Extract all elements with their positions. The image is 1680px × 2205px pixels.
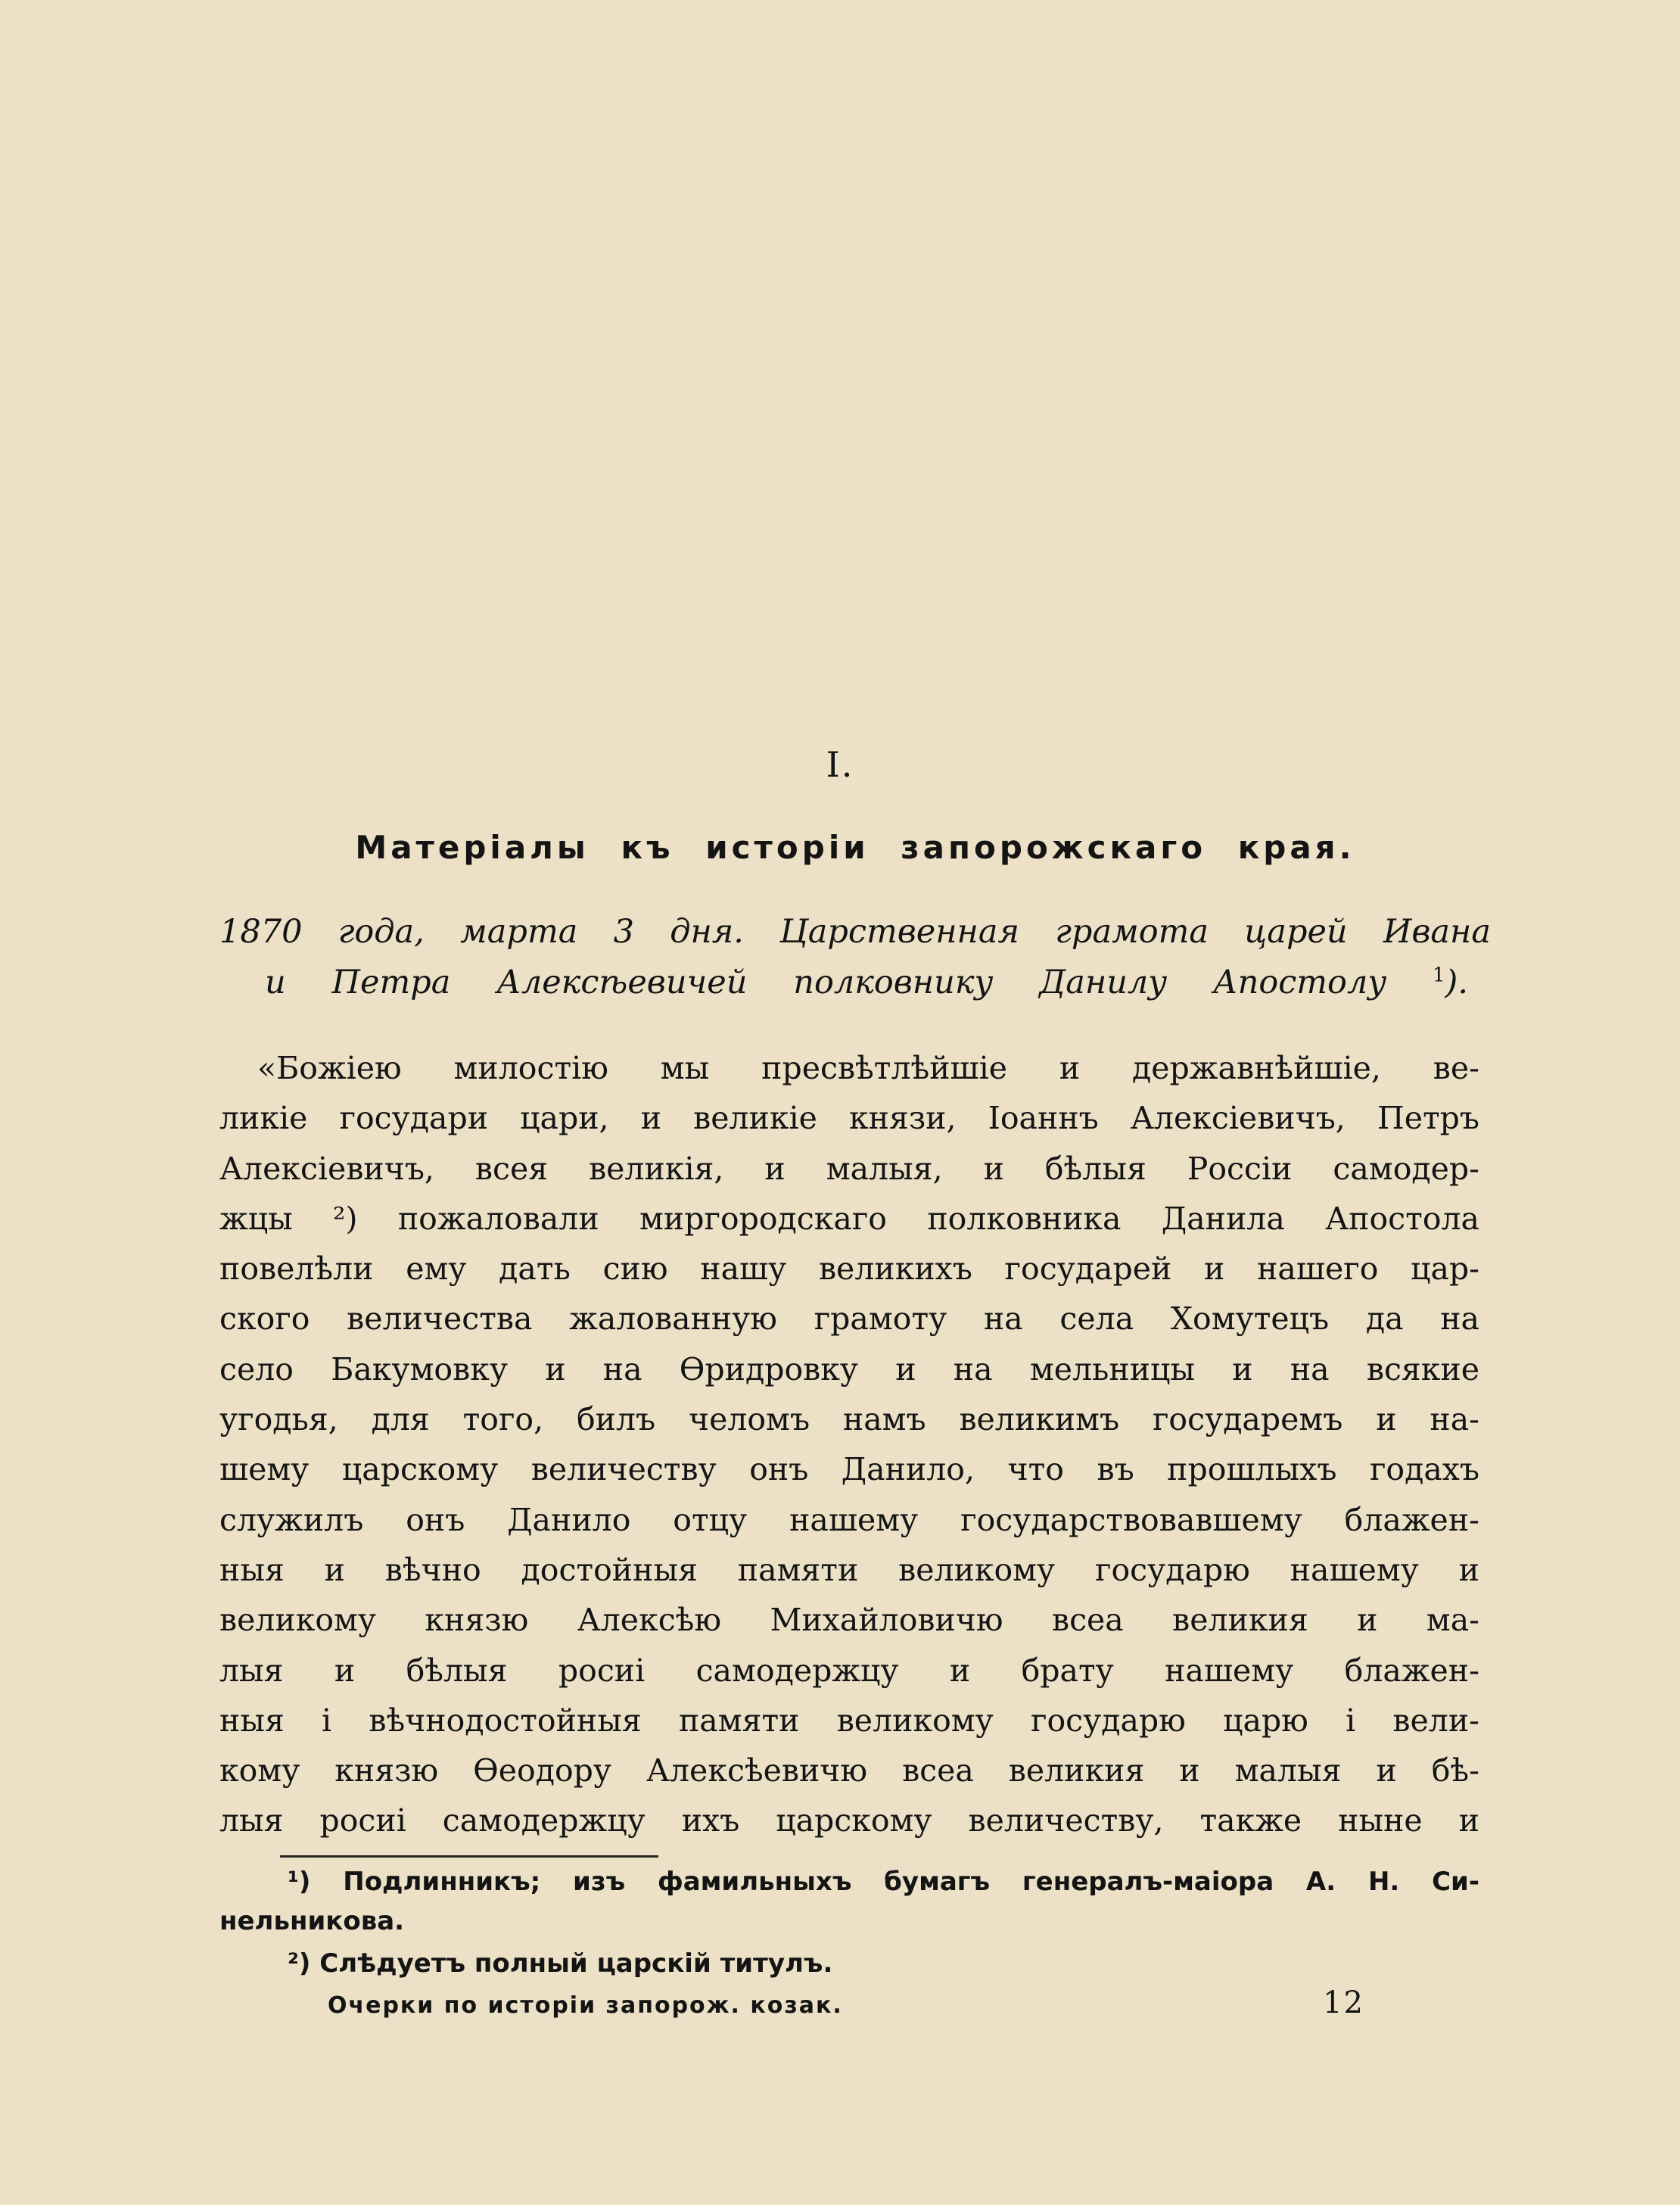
footnote-reference: 1 xyxy=(1433,964,1445,987)
footnotes xyxy=(219,1862,1479,1983)
running-head: Очерки по исторіи запорож. козак. xyxy=(328,1992,843,2019)
body-line: великому князю Алексѣю Михайловичю всеа великия и ма- xyxy=(219,1602,1479,1639)
body-line: лыя росиі самодержцу ихъ царскому величеству, также ныне и xyxy=(219,1802,1479,1839)
footnote-1-marker: ¹) xyxy=(288,1867,311,1897)
footnote-1-line-2: нельникова. xyxy=(219,1906,405,1936)
footnote-1-line-1 xyxy=(219,1862,1479,1901)
footnote-1 xyxy=(219,1862,1479,1941)
footnote-divider xyxy=(280,1855,658,1858)
body-line: кому князю Ѳеодору Алексѣевичю всеа великия и малыя и бѣ- xyxy=(219,1752,1479,1789)
heading-line-1: 1870 года, марта 3 дня. Царственная грамота царей Ивана xyxy=(219,913,1491,951)
heading-closing: ). xyxy=(1445,964,1468,1001)
footnote-2-marker: ²) xyxy=(288,1948,311,1979)
body-line: «Божіею милостію мы пресвѣтлѣйшіе и державнѣйшіе, ве- xyxy=(257,1050,1479,1086)
page-number: 12 xyxy=(1323,1985,1364,2020)
body-line: служилъ онъ Данило отцу нашему государствовавшему блажен- xyxy=(219,1501,1479,1538)
body-line: угодья, для того, билъ челомъ намъ великимъ государемъ и на- xyxy=(219,1401,1479,1438)
body-line: ныя і вѣчнодостойныя памяти великому государю царю і вели- xyxy=(219,1702,1479,1739)
body-line: Алексіевичъ, всея великія, и малыя, и бѣлыя Россіи самодер- xyxy=(219,1150,1479,1187)
body-line: ныя и вѣчно достойныя памяти великому государю нашему и xyxy=(219,1551,1479,1588)
section-number: I. xyxy=(826,744,854,785)
footnote-1-text: Подлинникъ; изъ фамильныхъ бумагъ генералъ-маіора А. Н. Си- xyxy=(343,1867,1479,1897)
footnote-2 xyxy=(219,1944,1479,1983)
body-line: шему царскому величеству онъ Данило, что въ прошлыхъ годахъ xyxy=(219,1451,1479,1488)
body-line: село Бакумовку и на Ѳридровку и на мельницы и на всякие xyxy=(219,1350,1479,1387)
footnote-2-text: Слѣдуетъ полный царскій титулъ. xyxy=(319,1948,833,1979)
document-heading xyxy=(219,907,1491,1008)
body-line: ского величества жалованную грамоту на села Хомутецъ да на xyxy=(219,1300,1479,1338)
heading-line-2 xyxy=(219,958,1491,1008)
body-line: ликіе государи цари, и великіе князи, Іоаннъ Алексіевичъ, Петръ xyxy=(219,1100,1479,1137)
document-title: Матеріалы къ исторіи запорожскаго края. xyxy=(355,829,1355,866)
body-line: жцы ²) пожаловали миргородскаго полковника Данила Апостола xyxy=(219,1200,1479,1237)
body-line: повелѣли ему дать сию нашу великихъ государей и нашего цар- xyxy=(219,1250,1479,1288)
footnote-2-line-1 xyxy=(219,1944,1479,1983)
body-line: лыя и бѣлыя росиі самодержцу и брату нашему блажен- xyxy=(219,1652,1479,1689)
body-text xyxy=(219,1043,1479,1846)
heading-line-2-text: и Петра Алексѣевичей полковнику Данилу Апостолу xyxy=(265,964,1387,1001)
